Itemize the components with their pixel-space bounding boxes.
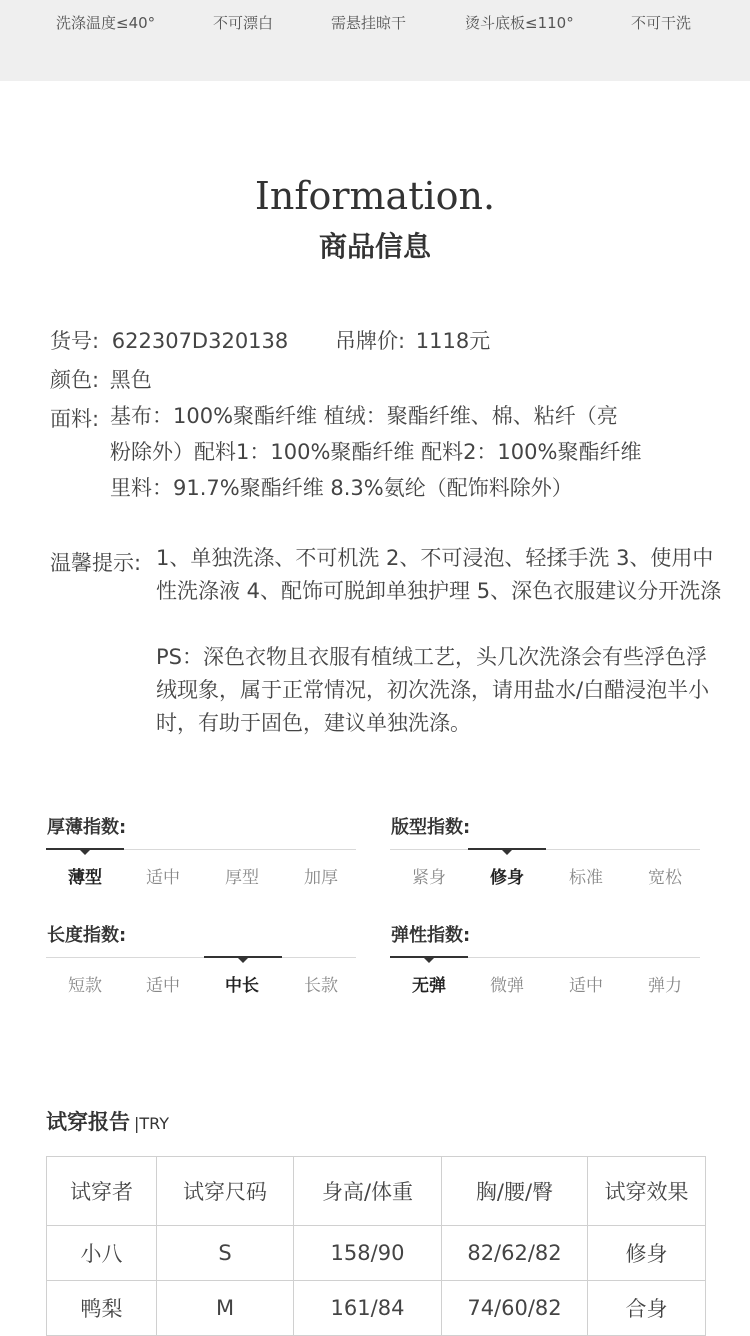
table-header-row <box>47 1157 706 1226</box>
try-report-title <box>46 1106 169 1136</box>
fabric-line: 基布：100%聚酯纤维 植绒：聚酯纤维、棉、粘纤（亮 <box>110 404 618 428</box>
try-report-table <box>46 1156 706 1336</box>
index-pointer <box>424 958 434 963</box>
fabric-label: 面料: <box>50 407 100 431</box>
index-title: 厚薄指数: <box>47 817 127 838</box>
index-pointer <box>80 850 90 855</box>
try-report-title-text: 试穿报告 <box>46 1110 130 1134</box>
index-option: 适中 <box>146 976 180 996</box>
index-option: 无弹 <box>412 976 446 996</box>
care-no-bleach: 不可漂白 <box>213 14 274 32</box>
table-cell: 74/60/82 <box>442 1281 588 1336</box>
index-option: 弹力 <box>648 976 682 996</box>
table-cell: 82/62/82 <box>442 1226 588 1281</box>
index-option: 紧身 <box>412 868 446 888</box>
table-row <box>47 1226 706 1281</box>
color-label: 颜色: <box>50 368 100 392</box>
table-cell: 158/90 <box>294 1226 442 1281</box>
index-title: 长度指数: <box>47 925 127 946</box>
price-value: 1118元 <box>415 329 491 353</box>
sku-row <box>50 325 288 355</box>
ps-line: PS：深色衣物且衣服有植绒工艺，头几次洗涤会有些浮色浮 <box>156 645 707 669</box>
index-option: 适中 <box>146 868 180 888</box>
color-value: 黑色 <box>109 368 152 392</box>
care-iron-temp: 烫斗底板≤110° <box>465 14 574 32</box>
section-title-en: Information. <box>254 174 496 218</box>
fabric-content <box>110 398 730 506</box>
price-label: 吊牌价: <box>335 329 406 353</box>
index-title: 弹性指数: <box>391 925 471 946</box>
fabric-line: 里料：91.7%聚酯纤维 8.3%氨纶（配饰料除外） <box>110 476 573 500</box>
tips-line: 1、单独洗涤、不可机洗 2、不可浸泡、轻揉手洗 3、使用中 <box>156 546 714 570</box>
index-option: 修身 <box>490 868 524 888</box>
table-cell: M <box>157 1281 294 1336</box>
index-option: 标准 <box>569 868 603 888</box>
index-option: 中长 <box>225 976 259 996</box>
table-cell: S <box>157 1226 294 1281</box>
index-option: 短款 <box>68 976 102 996</box>
try-report-subtitle: |TRY <box>134 1114 170 1133</box>
table-header: 试穿者 <box>47 1157 157 1226</box>
index-option: 加厚 <box>304 868 338 888</box>
table-cell: 小八 <box>47 1226 157 1281</box>
sku-label: 货号: <box>50 329 100 353</box>
table-header: 胸/腰/臀 <box>442 1157 588 1226</box>
ps-line: 绒现象，属于正常情况，初次洗涤，请用盐水/白醋浸泡半小 <box>156 678 710 702</box>
table-header: 试穿尺码 <box>157 1157 294 1226</box>
table-cell: 鸭梨 <box>47 1281 157 1336</box>
index-option: 薄型 <box>68 868 102 888</box>
table-cell: 修身 <box>588 1226 706 1281</box>
index-title: 版型指数: <box>391 817 471 838</box>
color-row <box>50 364 152 394</box>
table-row <box>47 1281 706 1336</box>
fabric-line: 粉除外）配料1：100%聚酯纤维 配料2：100%聚酯纤维 <box>110 440 642 464</box>
care-wash-temp: 洗涤温度≤40° <box>56 14 156 32</box>
ps-note <box>156 641 746 740</box>
tips-label: 温馨提示: <box>50 551 142 575</box>
tips-line: 性洗涤液 4、配饰可脱卸单独护理 5、深色衣服建议分开洗涤 <box>156 579 722 603</box>
index-option: 长款 <box>304 976 338 996</box>
section-title-cn: 商品信息 <box>318 230 431 263</box>
price-row <box>335 325 490 355</box>
care-instructions-bar <box>0 0 750 81</box>
index-option: 适中 <box>569 976 603 996</box>
table-cell: 合身 <box>588 1281 706 1336</box>
care-no-dryclean: 不可干洗 <box>631 14 692 32</box>
table-header: 身高/体重 <box>294 1157 442 1226</box>
index-pointer <box>502 850 512 855</box>
ps-line: 时，有助于固色，建议单独洗涤。 <box>156 711 471 735</box>
index-option: 宽松 <box>648 868 682 888</box>
index-option: 微弹 <box>490 976 524 996</box>
sku-value: 622307D320138 <box>111 329 289 353</box>
index-scale-line <box>46 957 356 958</box>
table-cell: 161/84 <box>294 1281 442 1336</box>
care-hang-dry: 需悬挂晾干 <box>331 14 407 32</box>
index-option: 厚型 <box>225 868 259 888</box>
tips-content <box>156 542 746 608</box>
table-header: 试穿效果 <box>588 1157 706 1226</box>
index-pointer <box>238 958 248 963</box>
